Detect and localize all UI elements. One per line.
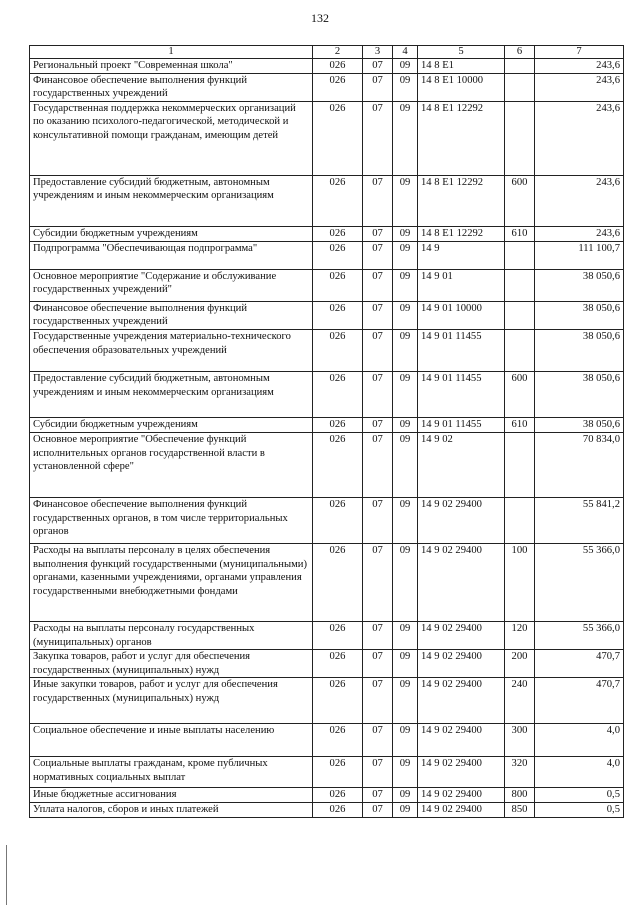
cell-pr: 09 bbox=[393, 301, 418, 329]
cell-pr: 09 bbox=[393, 73, 418, 101]
cell-vr bbox=[505, 269, 535, 301]
cell-csr: 14 9 01 11455 bbox=[418, 329, 505, 371]
table-row bbox=[30, 803, 624, 818]
table-row bbox=[30, 432, 624, 497]
cell-sum: 243,6 bbox=[535, 226, 624, 241]
cell-vr: 800 bbox=[505, 788, 535, 803]
table-row bbox=[30, 101, 624, 175]
cell-csr: 14 8 E1 12292 bbox=[418, 175, 505, 226]
header-cell-sum: 7 bbox=[535, 46, 624, 59]
cell-vr: 100 bbox=[505, 543, 535, 621]
cell-sum: 55 366,0 bbox=[535, 621, 624, 649]
cell-pr: 09 bbox=[393, 269, 418, 301]
table-row bbox=[30, 241, 624, 269]
cell-name: Региональный проект "Современная школа" bbox=[30, 59, 313, 74]
cell-pr: 09 bbox=[393, 241, 418, 269]
cell-pr: 09 bbox=[393, 788, 418, 803]
table-row bbox=[30, 724, 624, 757]
cell-csr: 14 9 bbox=[418, 241, 505, 269]
cell-vr bbox=[505, 432, 535, 497]
cell-sum: 4,0 bbox=[535, 757, 624, 788]
cell-csr: 14 9 01 11455 bbox=[418, 371, 505, 417]
cell-name: Уплата налогов, сборов и иных платежей bbox=[30, 803, 313, 818]
cell-name: Социальные выплаты гражданам, кроме публичных нормативных социальных выплат bbox=[30, 757, 313, 788]
cell-ved: 026 bbox=[313, 301, 363, 329]
cell-ved: 026 bbox=[313, 371, 363, 417]
cell-csr: 14 8 E1 12292 bbox=[418, 101, 505, 175]
cell-pr: 09 bbox=[393, 59, 418, 74]
cell-csr: 14 9 02 bbox=[418, 432, 505, 497]
cell-pr: 09 bbox=[393, 226, 418, 241]
cell-ved: 026 bbox=[313, 803, 363, 818]
header-cell-vr: 6 bbox=[505, 46, 535, 59]
cell-ved: 026 bbox=[313, 757, 363, 788]
cell-csr: 14 9 02 29400 bbox=[418, 788, 505, 803]
cell-rz: 07 bbox=[363, 417, 393, 432]
cell-csr: 14 8 E1 10000 bbox=[418, 73, 505, 101]
cell-name: Субсидии бюджетным учреждениям bbox=[30, 417, 313, 432]
cell-vr: 600 bbox=[505, 175, 535, 226]
cell-vr: 240 bbox=[505, 678, 535, 724]
cell-name: Иные бюджетные ассигнования bbox=[30, 788, 313, 803]
cell-rz: 07 bbox=[363, 803, 393, 818]
cell-vr: 200 bbox=[505, 650, 535, 678]
table-row bbox=[30, 497, 624, 543]
table-row bbox=[30, 650, 624, 678]
cell-csr: 14 8 E1 bbox=[418, 59, 505, 74]
cell-vr bbox=[505, 497, 535, 543]
table-row bbox=[30, 59, 624, 74]
cell-ved: 026 bbox=[313, 59, 363, 74]
cell-rz: 07 bbox=[363, 497, 393, 543]
cell-pr: 09 bbox=[393, 497, 418, 543]
cell-rz: 07 bbox=[363, 175, 393, 226]
table-row bbox=[30, 757, 624, 788]
cell-ved: 026 bbox=[313, 497, 363, 543]
cell-sum: 243,6 bbox=[535, 59, 624, 74]
cell-csr: 14 9 01 bbox=[418, 269, 505, 301]
cell-name: Иные закупки товаров, работ и услуг для обеспечения государственных (муниципальных) нужд bbox=[30, 678, 313, 724]
cell-vr bbox=[505, 101, 535, 175]
cell-pr: 09 bbox=[393, 621, 418, 649]
cell-pr: 09 bbox=[393, 417, 418, 432]
cell-pr: 09 bbox=[393, 803, 418, 818]
header-cell-ved: 2 bbox=[313, 46, 363, 59]
cell-ved: 026 bbox=[313, 101, 363, 175]
cell-pr: 09 bbox=[393, 175, 418, 226]
table-row bbox=[30, 678, 624, 724]
cell-csr: 14 9 02 29400 bbox=[418, 543, 505, 621]
table-row bbox=[30, 226, 624, 241]
cell-sum: 470,7 bbox=[535, 678, 624, 724]
cell-name: Финансовое обеспечение выполнения функций государственных учреждений bbox=[30, 301, 313, 329]
header-cell-pr: 4 bbox=[393, 46, 418, 59]
budget-table bbox=[29, 45, 624, 818]
header-cell-rz: 3 bbox=[363, 46, 393, 59]
table-row bbox=[30, 301, 624, 329]
cell-sum: 0,5 bbox=[535, 803, 624, 818]
cell-name: Предоставление субсидий бюджетным, автономным учреждениям и иным некоммерческим организациям bbox=[30, 371, 313, 417]
cell-pr: 09 bbox=[393, 101, 418, 175]
table-row bbox=[30, 175, 624, 226]
table-body bbox=[30, 46, 624, 818]
cell-rz: 07 bbox=[363, 101, 393, 175]
cell-sum: 243,6 bbox=[535, 101, 624, 175]
page-number: 132 bbox=[311, 11, 329, 25]
cell-vr: 120 bbox=[505, 621, 535, 649]
cell-name: Субсидии бюджетным учреждениям bbox=[30, 226, 313, 241]
cell-csr: 14 9 02 29400 bbox=[418, 497, 505, 543]
cell-rz: 07 bbox=[363, 543, 393, 621]
cell-pr: 09 bbox=[393, 543, 418, 621]
table-row bbox=[30, 73, 624, 101]
cell-name: Государственная поддержка некоммерческих организаций по оказанию психолого-педагогической, методической и консультативной помощи гражданам, имеющим детей bbox=[30, 101, 313, 175]
cell-pr: 09 bbox=[393, 329, 418, 371]
cell-vr: 610 bbox=[505, 417, 535, 432]
cell-ved: 026 bbox=[313, 621, 363, 649]
table-row bbox=[30, 543, 624, 621]
cell-rz: 07 bbox=[363, 788, 393, 803]
cell-sum: 111 100,7 bbox=[535, 241, 624, 269]
table-row bbox=[30, 417, 624, 432]
cell-name: Подпрограмма "Обеспечивающая подпрограмма" bbox=[30, 241, 313, 269]
cell-pr: 09 bbox=[393, 678, 418, 724]
cell-name: Расходы на выплаты персоналу в целях обеспечения выполнения функций государственными (муниципальными) органами, казенными учреждениями, органами управления государственными внебюджетными фондами bbox=[30, 543, 313, 621]
table-row bbox=[30, 621, 624, 649]
cell-vr: 320 bbox=[505, 757, 535, 788]
cell-name: Закупка товаров, работ и услуг для обеспечения государственных (муниципальных) нужд bbox=[30, 650, 313, 678]
cell-csr: 14 9 02 29400 bbox=[418, 678, 505, 724]
cell-vr: 600 bbox=[505, 371, 535, 417]
cell-sum: 38 050,6 bbox=[535, 417, 624, 432]
cell-pr: 09 bbox=[393, 650, 418, 678]
cell-sum: 55 366,0 bbox=[535, 543, 624, 621]
cell-ved: 026 bbox=[313, 175, 363, 226]
cell-name: Государственные учреждения материально-технического обеспечения образовательных учреждений bbox=[30, 329, 313, 371]
cell-rz: 07 bbox=[363, 269, 393, 301]
cell-ved: 026 bbox=[313, 226, 363, 241]
cell-rz: 07 bbox=[363, 650, 393, 678]
cell-rz: 07 bbox=[363, 226, 393, 241]
cell-name: Основное мероприятие "Обеспечение функций исполнительных органов государственной власти в установленной сфере" bbox=[30, 432, 313, 497]
table-row bbox=[30, 269, 624, 301]
cell-ved: 026 bbox=[313, 543, 363, 621]
cell-ved: 026 bbox=[313, 417, 363, 432]
cell-csr: 14 8 E1 12292 bbox=[418, 226, 505, 241]
cell-vr bbox=[505, 301, 535, 329]
cell-sum: 470,7 bbox=[535, 650, 624, 678]
cell-rz: 07 bbox=[363, 724, 393, 757]
table-row bbox=[30, 329, 624, 371]
cell-vr bbox=[505, 73, 535, 101]
cell-name: Предоставление субсидий бюджетным, автономным учреждениям и иным некоммерческим организациям bbox=[30, 175, 313, 226]
cell-sum: 4,0 bbox=[535, 724, 624, 757]
header-cell-csr: 5 bbox=[418, 46, 505, 59]
cell-pr: 09 bbox=[393, 371, 418, 417]
cell-ved: 026 bbox=[313, 329, 363, 371]
cell-sum: 243,6 bbox=[535, 175, 624, 226]
cell-name: Социальное обеспечение и иные выплаты населению bbox=[30, 724, 313, 757]
table-row bbox=[30, 371, 624, 417]
cell-sum: 243,6 bbox=[535, 73, 624, 101]
cell-csr: 14 9 02 29400 bbox=[418, 757, 505, 788]
cell-pr: 09 bbox=[393, 757, 418, 788]
cell-csr: 14 9 02 29400 bbox=[418, 621, 505, 649]
cell-rz: 07 bbox=[363, 73, 393, 101]
cell-csr: 14 9 02 29400 bbox=[418, 803, 505, 818]
cell-rz: 07 bbox=[363, 432, 393, 497]
cell-pr: 09 bbox=[393, 432, 418, 497]
cell-name: Расходы на выплаты персоналу государственных (муниципальных) органов bbox=[30, 621, 313, 649]
cell-ved: 026 bbox=[313, 432, 363, 497]
cell-sum: 38 050,6 bbox=[535, 329, 624, 371]
cell-rz: 07 bbox=[363, 329, 393, 371]
cell-rz: 07 bbox=[363, 241, 393, 269]
cell-vr: 610 bbox=[505, 226, 535, 241]
cell-rz: 07 bbox=[363, 59, 393, 74]
cell-rz: 07 bbox=[363, 621, 393, 649]
cell-sum: 55 841,2 bbox=[535, 497, 624, 543]
cell-csr: 14 9 01 10000 bbox=[418, 301, 505, 329]
cell-rz: 07 bbox=[363, 757, 393, 788]
cell-sum: 70 834,0 bbox=[535, 432, 624, 497]
cell-sum: 0,5 bbox=[535, 788, 624, 803]
cell-sum: 38 050,6 bbox=[535, 269, 624, 301]
cell-rz: 07 bbox=[363, 371, 393, 417]
cell-name: Основное мероприятие "Содержание и обслуживание государственных учреждений" bbox=[30, 269, 313, 301]
header-row bbox=[30, 46, 624, 59]
cell-ved: 026 bbox=[313, 678, 363, 724]
cell-vr bbox=[505, 59, 535, 74]
table-row bbox=[30, 788, 624, 803]
cell-sum: 38 050,6 bbox=[535, 301, 624, 329]
cell-ved: 026 bbox=[313, 73, 363, 101]
cell-pr: 09 bbox=[393, 724, 418, 757]
cell-rz: 07 bbox=[363, 678, 393, 724]
cell-vr: 300 bbox=[505, 724, 535, 757]
cell-ved: 026 bbox=[313, 724, 363, 757]
cell-ved: 026 bbox=[313, 269, 363, 301]
cell-csr: 14 9 02 29400 bbox=[418, 724, 505, 757]
cell-ved: 026 bbox=[313, 241, 363, 269]
cell-ved: 026 bbox=[313, 788, 363, 803]
cell-vr: 850 bbox=[505, 803, 535, 818]
cell-name: Финансовое обеспечение выполнения функций государственных органов, в том числе территориальных органов bbox=[30, 497, 313, 543]
margin-mark bbox=[6, 845, 7, 905]
cell-sum: 38 050,6 bbox=[535, 371, 624, 417]
cell-vr bbox=[505, 241, 535, 269]
cell-vr bbox=[505, 329, 535, 371]
cell-rz: 07 bbox=[363, 301, 393, 329]
cell-name: Финансовое обеспечение выполнения функций государственных учреждений bbox=[30, 73, 313, 101]
cell-csr: 14 9 02 29400 bbox=[418, 650, 505, 678]
cell-ved: 026 bbox=[313, 650, 363, 678]
cell-csr: 14 9 01 11455 bbox=[418, 417, 505, 432]
header-cell-name: 1 bbox=[30, 46, 313, 59]
